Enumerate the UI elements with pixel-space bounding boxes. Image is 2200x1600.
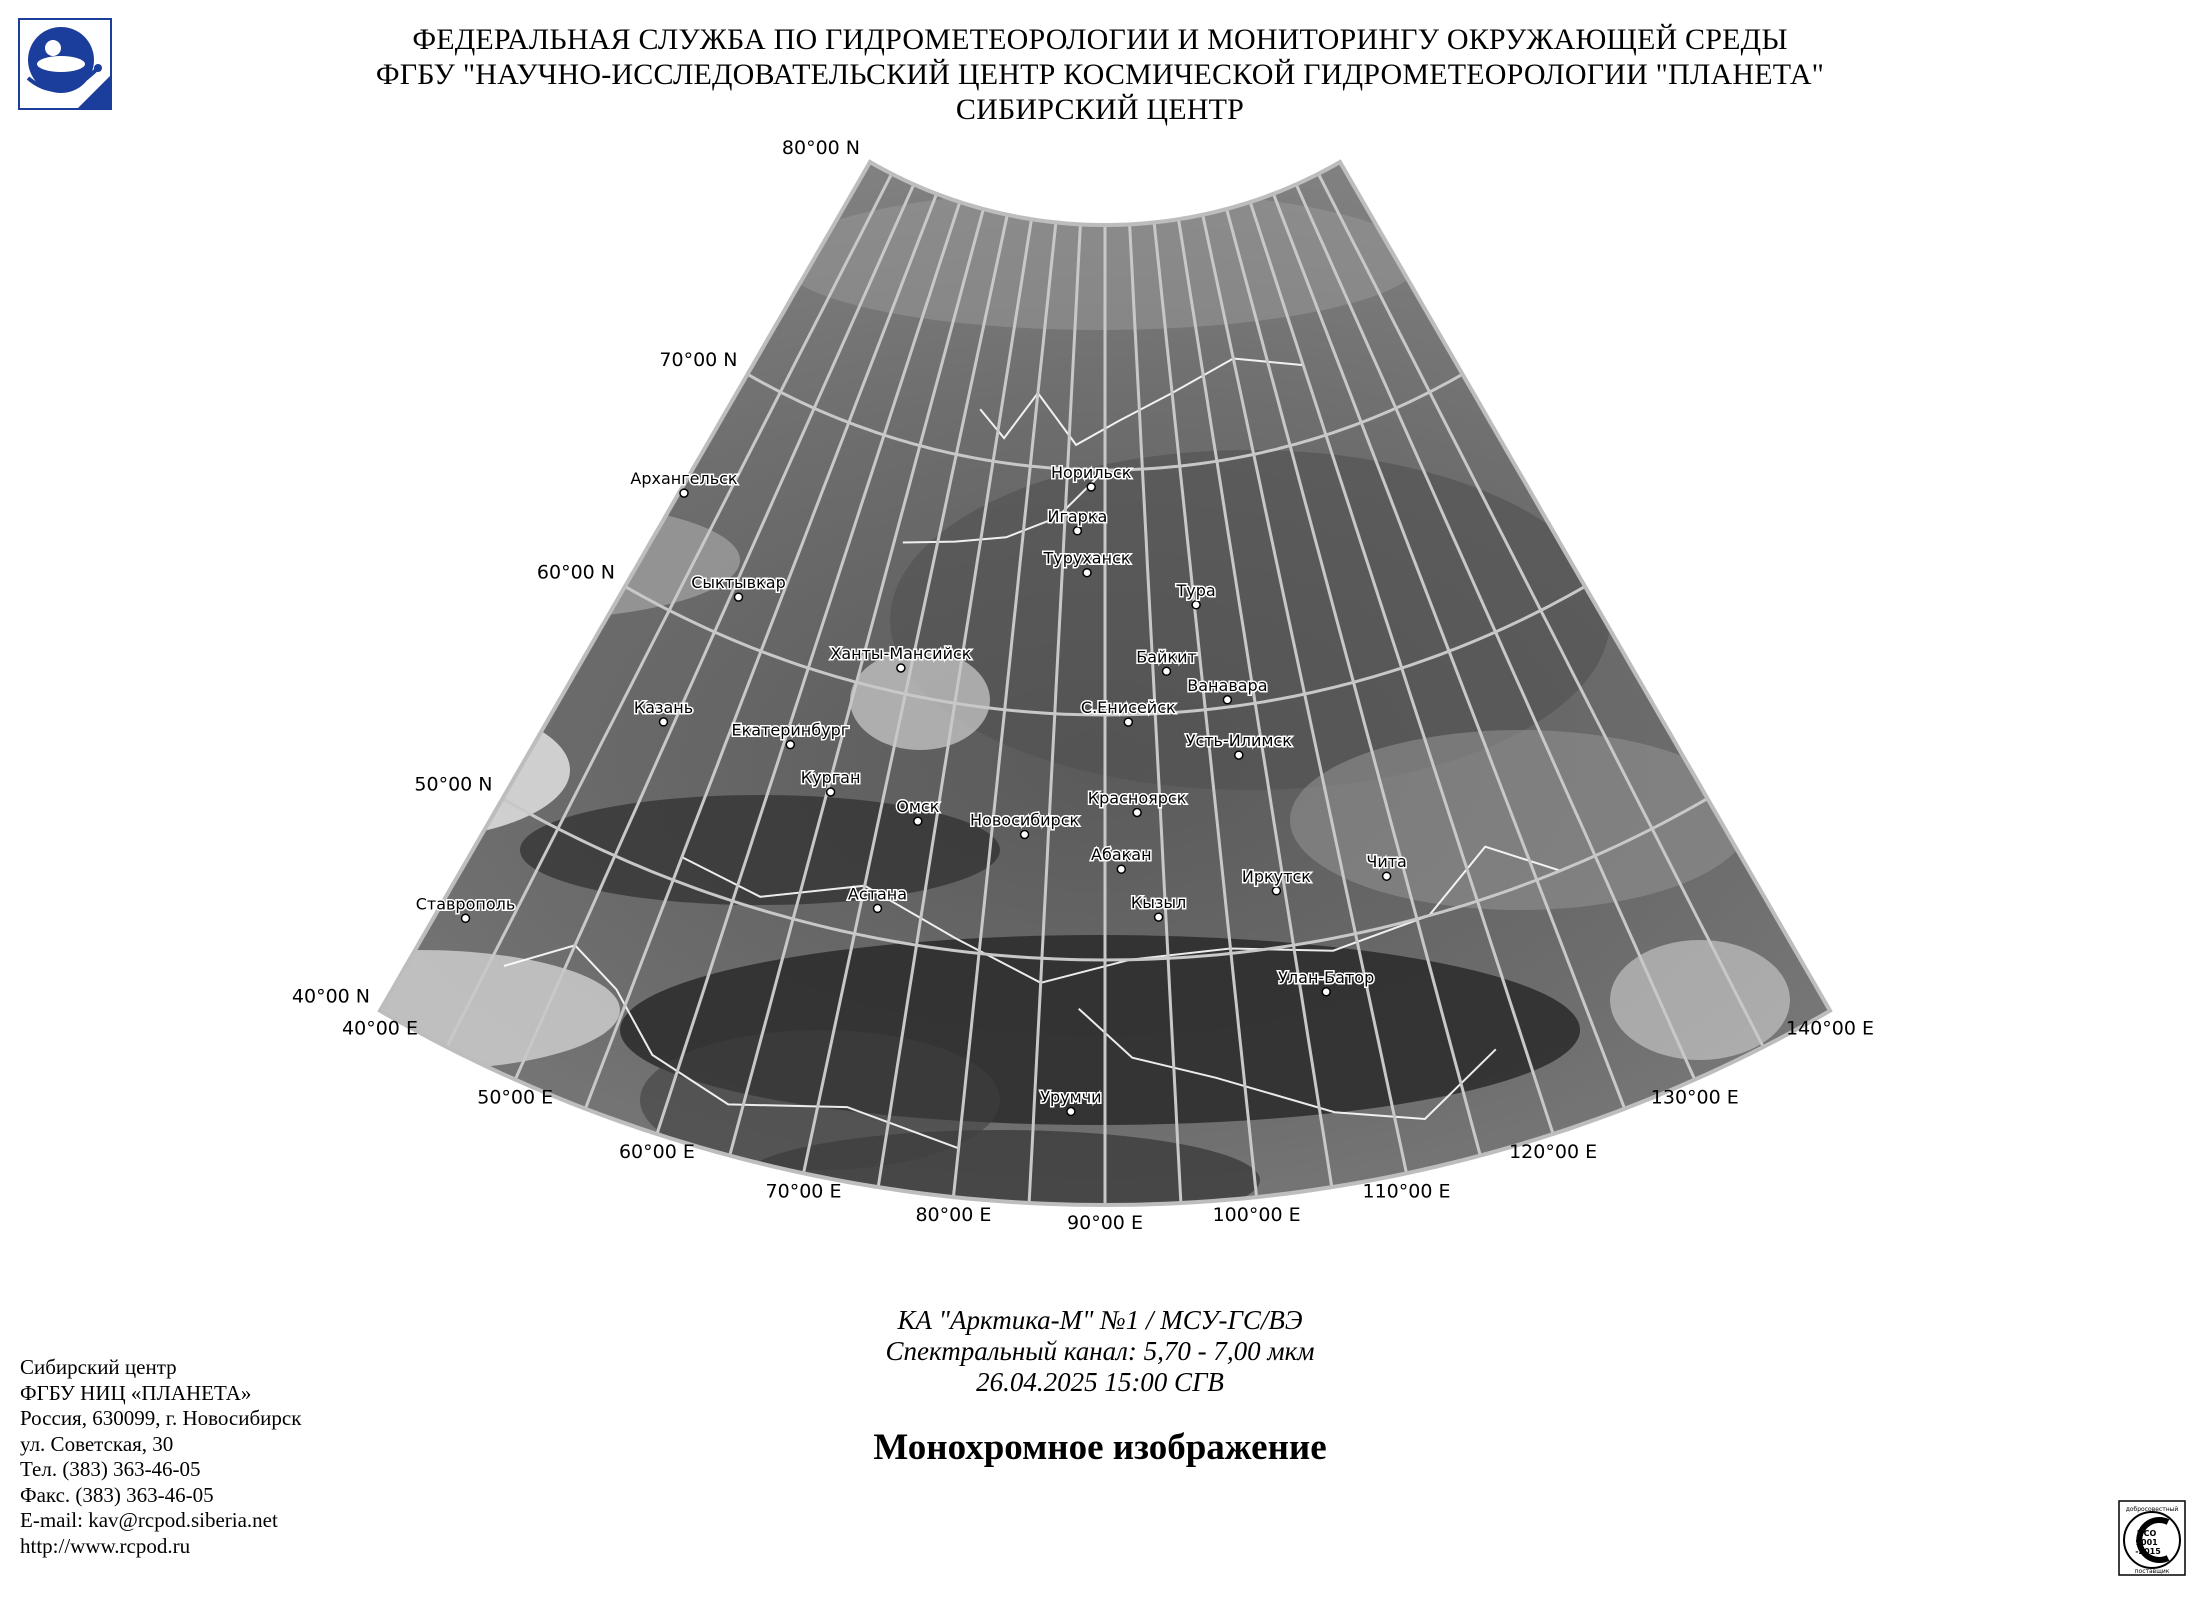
city-label: С.Енисейск: [1080, 698, 1176, 718]
longitude-label: 110°00 E: [1362, 1180, 1451, 1203]
city-label: Красноярск: [1087, 788, 1187, 808]
contact-website: http://www.rcpod.ru: [20, 1533, 191, 1558]
iso-code-2: 9001: [2135, 1538, 2158, 1547]
contact-info: [20, 1355, 301, 1559]
city-label: Астана: [847, 884, 908, 904]
city-label: Абакан: [1091, 845, 1152, 865]
city-label: Байкит: [1136, 647, 1197, 667]
city-marker: [1192, 601, 1200, 609]
city-marker: [1083, 569, 1091, 577]
city-marker: [1073, 527, 1081, 535]
city-label: Новосибирск: [970, 810, 1080, 830]
city-label: Ханты-Мансийск: [830, 644, 972, 663]
city-marker: [660, 718, 668, 726]
city-label: Урумчи: [1040, 1087, 1102, 1107]
city-label: Туруханск: [1043, 548, 1131, 568]
city-marker: [1155, 913, 1163, 921]
satellite-name: КА "Арктика-М" №1 / МСУ-ГС/ВЭ: [897, 1305, 1303, 1335]
city-marker: [1272, 887, 1280, 895]
longitude-label: 120°00 E: [1509, 1141, 1598, 1163]
latitude-label: 70°00 N: [659, 349, 738, 372]
contact-line: Тел. (383) 363-46-05: [20, 1457, 201, 1481]
city-marker: [462, 914, 470, 922]
contact-email: E-mail: kav@rcpod.siberia.net: [20, 1508, 278, 1532]
iso-code: [2135, 1529, 2161, 1556]
city-marker: [1067, 1108, 1075, 1116]
city-label: Екатеринбург: [731, 720, 850, 740]
city-marker: [786, 741, 794, 749]
city-label: Архангельск: [630, 469, 738, 489]
latitude-label: 40°00 N: [291, 985, 370, 1008]
image-datetime: 26.04.2025 15:00 СГВ: [976, 1367, 1224, 1397]
city-marker: [874, 904, 882, 912]
city-marker: [827, 788, 835, 796]
city-label: Норильск: [1050, 463, 1132, 482]
city-marker: [735, 593, 743, 601]
city-marker: [1235, 751, 1243, 759]
city-marker: [1117, 865, 1125, 873]
city-marker: [1021, 831, 1029, 839]
latitude-label: 60°00 N: [536, 561, 615, 584]
city-label: Омск: [896, 797, 940, 817]
longitude-label: 100°00 E: [1212, 1204, 1301, 1227]
contact-line: Сибирский центр: [20, 1355, 177, 1379]
city-label: Кызыл: [1130, 893, 1187, 913]
contact-line: ул. Советская, 30: [20, 1431, 174, 1456]
city-marker: [914, 817, 922, 825]
longitude-label: 50°00 E: [477, 1086, 554, 1109]
city-label: Курган: [800, 768, 861, 787]
city-marker: [680, 489, 688, 497]
longitude-label: 140°00 E: [1786, 1017, 1874, 1040]
city-label: Игарка: [1047, 506, 1108, 526]
city-label: Улан-Батор: [1278, 967, 1375, 987]
city-label: Сыктывкар: [691, 573, 786, 593]
longitude-label: 90°00 E: [1067, 1212, 1143, 1234]
header-line-3: СИБИРСКИЙ ЦЕНТР: [955, 93, 1245, 126]
image-type-title: Монохромное изображение: [873, 1427, 1327, 1468]
longitude-label: 60°00 E: [618, 1141, 695, 1163]
latitude-label: 80°00 N: [781, 137, 860, 159]
contact-line: Россия, 630099, г. Новосибирск: [20, 1406, 302, 1430]
spectral-channel: Спектральный канал: 5,70 - 7,00 мкм: [885, 1336, 1315, 1366]
city-marker: [1087, 483, 1095, 491]
iso-code-1: ИСО: [2136, 1529, 2157, 1538]
longitude-label: 70°00 E: [765, 1180, 842, 1203]
city-marker: [1383, 872, 1391, 880]
longitude-label: 80°00 E: [915, 1204, 992, 1227]
city-label: Ставрополь: [415, 894, 516, 914]
city-label: Тура: [1176, 580, 1216, 600]
header-line-1: ФЕДЕРАЛЬНАЯ СЛУЖБА ПО ГИДРОМЕТЕОРОЛОГИИ И МОНИТОРИНГУ ОКРУЖАЮЩЕЙ СРЕДЫ: [412, 23, 1788, 56]
longitude-label: 130°00 E: [1650, 1086, 1739, 1109]
header-line-2: ФГБУ "НАУЧНО-ИССЛЕДОВАТЕЛЬСКИЙ ЦЕНТР КОСМИЧЕСКОЙ ГИДРОМЕТЕОРОЛОГИИ "ПЛАНЕТА": [375, 58, 1825, 91]
city-marker: [1133, 809, 1141, 817]
city-marker: [1163, 667, 1171, 675]
city-label: Ванавара: [1187, 675, 1268, 695]
contact-line: Факс. (383) 363-46-05: [20, 1482, 214, 1507]
image-caption: [600, 1305, 1600, 1469]
city-marker: [1223, 696, 1231, 704]
city-label: Чита: [1366, 852, 1407, 872]
city-marker: [897, 664, 905, 672]
city-label: Иркутск: [1241, 866, 1311, 886]
iso-top-text: добросовестный: [2125, 1506, 2179, 1513]
city-marker: [1124, 718, 1132, 726]
iso-certification-icon: [2118, 1500, 2186, 1576]
city-label: Казань: [633, 697, 694, 717]
iso-bottom-text: поставщик: [2134, 1568, 2170, 1575]
city-marker: [1322, 988, 1330, 996]
contact-line: ФГБУ НИЦ «ПЛАНЕТА»: [20, 1380, 252, 1405]
iso-code-3: -2015: [2135, 1547, 2161, 1556]
latitude-label: 50°00 N: [414, 773, 493, 796]
longitude-label: 40°00 E: [342, 1017, 418, 1040]
city-label: Усть-Илимск: [1185, 731, 1292, 751]
